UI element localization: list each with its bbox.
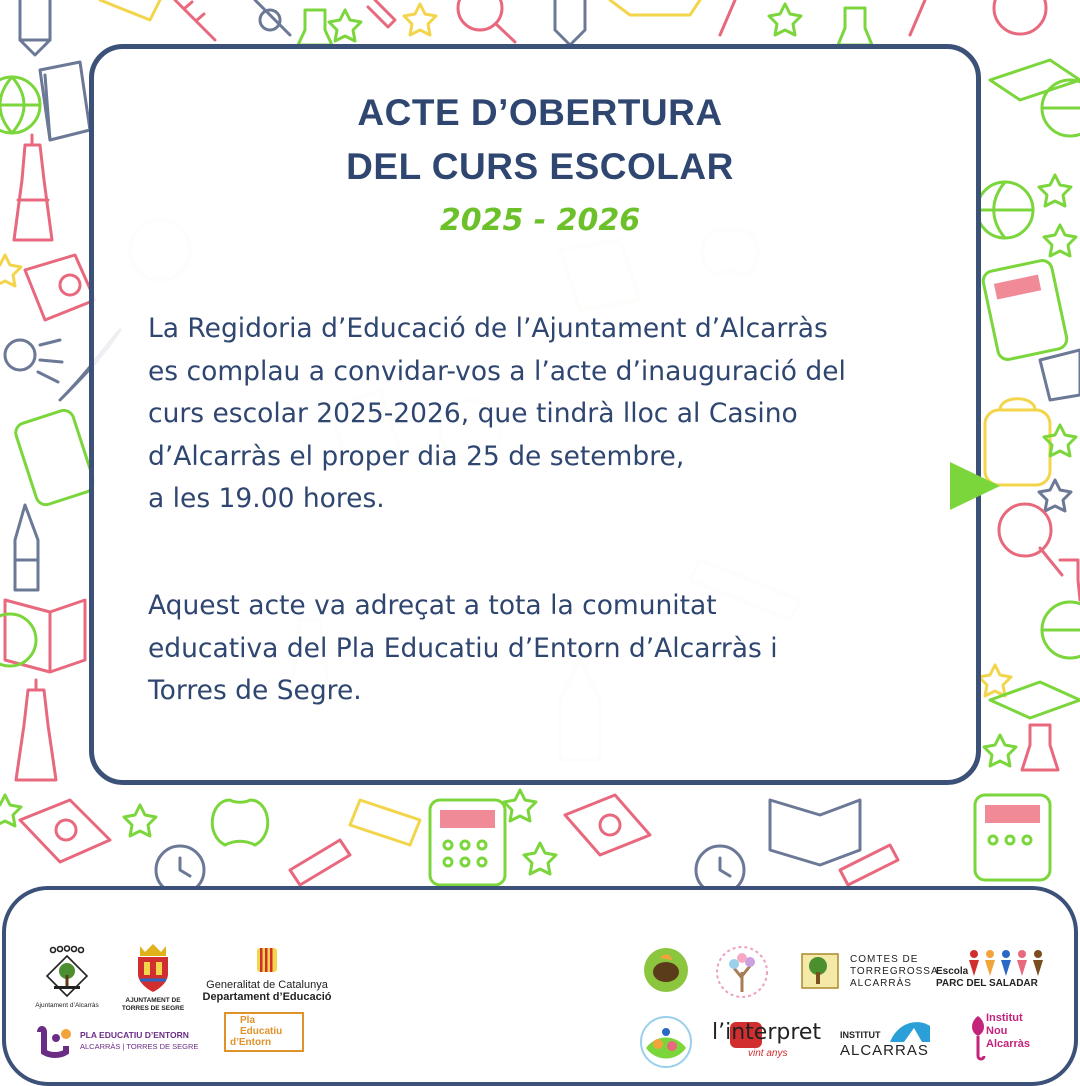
globe-icon bbox=[1042, 602, 1080, 658]
paragraph-line: Aquest acte va adreçat a tota la comunitat bbox=[148, 590, 717, 621]
ruler-icon bbox=[175, 0, 215, 40]
generalitat-line-2: Departament d’Educació bbox=[202, 991, 332, 1003]
sponsor-footer bbox=[2, 886, 1078, 1086]
title-line-2: DEL CURS ESCOLAR bbox=[346, 146, 734, 187]
lightbulb-icon bbox=[5, 340, 62, 382]
alcarras-logo-text: Ajuntament d’Alcarràs bbox=[35, 1002, 99, 1009]
title-line-1: ACTE D’OBERTURA bbox=[357, 92, 723, 133]
generalitat-line-1: Generalitat de Catalunya bbox=[206, 979, 328, 991]
paragraph-line: es complau a convidar-vos a l’acte d’inauguració del bbox=[148, 355, 846, 387]
school-year: 2025 - 2026 bbox=[439, 203, 641, 238]
book-icon bbox=[610, 0, 700, 15]
star-icon bbox=[524, 843, 556, 874]
institut-nou-alcarras-logo bbox=[968, 1008, 1048, 1068]
pla-box-line-2: Educatiu bbox=[240, 1026, 283, 1037]
invitation-paragraph bbox=[148, 308, 968, 521]
calculator-icon bbox=[430, 800, 505, 885]
pencil-icon bbox=[555, 0, 585, 45]
pla-logo-line-2: ALCARRÀS | TORRES DE SEGRE bbox=[80, 1042, 199, 1051]
paragraph-line: La Regidoria d’Educació de l’Ajuntament d’Alcarràs bbox=[148, 313, 828, 344]
book-icon bbox=[565, 795, 650, 855]
pla-educatiu-box-logo bbox=[224, 1012, 304, 1052]
pencil-icon bbox=[20, 0, 50, 55]
comtes-line-3: ALCARRÀS bbox=[850, 978, 912, 989]
pencil-icon bbox=[720, 0, 735, 35]
scissors-icon bbox=[255, 0, 290, 35]
colorful-school-logo bbox=[638, 1014, 694, 1070]
nou-line-3: Alcarràs bbox=[986, 1038, 1031, 1050]
paragraph-line: educativa del Pla Educatiu d’Entorn d’Alcarràs i bbox=[148, 632, 778, 664]
tree-school-logo bbox=[714, 944, 770, 1000]
bottle-icon bbox=[838, 8, 872, 45]
bottle-icon bbox=[298, 10, 332, 45]
pencil-icon bbox=[840, 845, 898, 885]
institut-alcarras-logo bbox=[840, 1016, 936, 1064]
calculator-icon bbox=[975, 795, 1050, 880]
pencil-icon bbox=[15, 505, 38, 590]
linterpret-logo bbox=[712, 1018, 832, 1062]
book-icon bbox=[770, 800, 860, 865]
paragraph-line: d’Alcarràs el proper dia 25 de setembre, bbox=[148, 440, 685, 472]
escola-parc-del-saladar-logo bbox=[936, 948, 1046, 998]
torres-de-segre-logo bbox=[118, 942, 188, 1022]
apple-icon bbox=[212, 800, 267, 845]
escola-line-1: Escola bbox=[936, 966, 969, 977]
comtes-line-2: TORREGROSSA bbox=[850, 966, 939, 977]
magnifier-icon bbox=[994, 0, 1046, 34]
green-circle-school-logo bbox=[642, 946, 690, 994]
paragraph-line: a les 19.00 hores. bbox=[148, 483, 385, 514]
generalitat-logo bbox=[202, 946, 332, 1006]
book-icon bbox=[5, 600, 85, 672]
magnifier-icon bbox=[999, 504, 1062, 575]
star-icon bbox=[504, 790, 536, 821]
magnifier-icon bbox=[458, 0, 515, 42]
pla-logo-line-1: PLA EDUCATIU D’ENTORN bbox=[80, 1030, 189, 1040]
lighthouse-icon bbox=[16, 680, 56, 780]
interpret-main: l’interpret bbox=[712, 1020, 822, 1045]
star-icon bbox=[769, 4, 801, 35]
comtes-torregrossa-logo bbox=[800, 950, 940, 994]
star-icon bbox=[0, 255, 21, 286]
star-icon bbox=[404, 4, 436, 35]
usb-icon bbox=[1040, 350, 1080, 400]
pla-box-line-3: d’Entorn bbox=[230, 1037, 272, 1048]
pencil-icon bbox=[290, 840, 350, 885]
torres-logo-line-2: TORRES DE SEGRE bbox=[121, 1005, 185, 1012]
pencil-icon bbox=[910, 0, 925, 35]
escola-line-2: PARC DEL SALADAR bbox=[936, 978, 1038, 989]
alcarras-logo bbox=[32, 944, 102, 1014]
comtes-line-1: COMTES DE bbox=[850, 954, 919, 965]
bottle-icon bbox=[1022, 725, 1058, 770]
nou-line-1: Institut bbox=[986, 1012, 1023, 1024]
paragraph-line: Torres de Segre. bbox=[148, 675, 362, 706]
bottle-icon bbox=[1060, 560, 1080, 600]
star-icon bbox=[984, 735, 1016, 766]
ruler-icon bbox=[350, 800, 420, 845]
pencil-icon bbox=[368, 0, 395, 27]
star-icon bbox=[979, 665, 1011, 696]
audience-paragraph bbox=[148, 585, 968, 713]
book-icon bbox=[100, 0, 160, 20]
tablet-icon bbox=[13, 408, 96, 507]
nou-line-2: Nou bbox=[986, 1025, 1008, 1037]
star-icon bbox=[329, 10, 361, 41]
paragraph-line: curs escolar 2025-2026, que tindrà lloc al Casino bbox=[148, 398, 798, 429]
star-icon bbox=[124, 805, 156, 836]
star-icon bbox=[0, 795, 21, 826]
pla-box-line-1: Pla bbox=[240, 1015, 256, 1026]
book-icon bbox=[25, 255, 95, 320]
institut-line-2: ALCARRAS bbox=[840, 1042, 929, 1059]
calculator-icon bbox=[981, 259, 1068, 362]
torres-logo-line-1: AJUNTAMENT DE bbox=[125, 997, 181, 1004]
arrow-right-icon bbox=[950, 462, 1000, 510]
star-icon bbox=[1039, 480, 1071, 511]
interpret-sub: vint anys bbox=[748, 1048, 788, 1059]
book-icon bbox=[20, 800, 110, 862]
pla-educatiu-entorn-logo bbox=[36, 1024, 206, 1060]
institut-line-1: INSTITUT bbox=[840, 1030, 881, 1040]
